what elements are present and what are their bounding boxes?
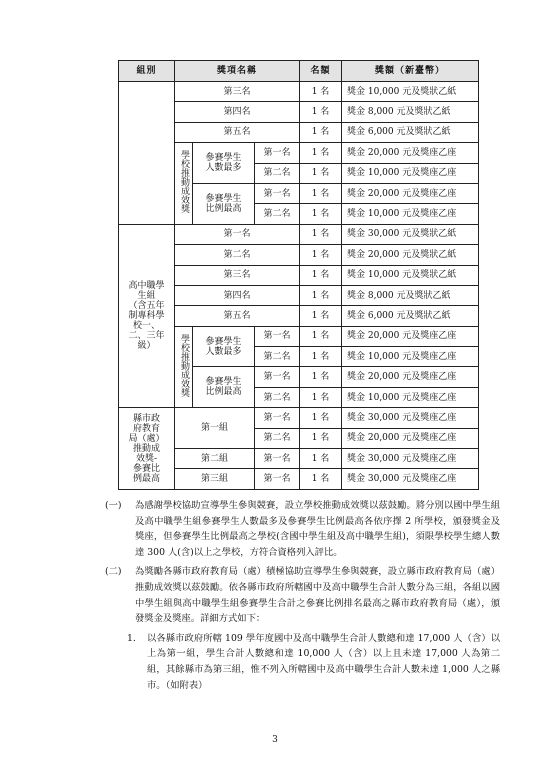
- rank: 第一名: [255, 326, 300, 346]
- criterion-highest-ratio: 參賽學生 比例最高: [193, 183, 255, 224]
- prize: 獎金 10,000 元及獎狀乙紙: [342, 265, 479, 285]
- prize: 獎金 30,000 元及獎座乙座: [342, 469, 479, 489]
- quota: 1 名: [300, 285, 342, 305]
- page-number: 3: [272, 735, 278, 745]
- quota: 1 名: [300, 428, 342, 448]
- prize: 獎金 10,000 元及獎座乙座: [342, 204, 479, 224]
- rank: 第二名: [255, 387, 300, 407]
- prize: 獎金 30,000 元及獎座乙座: [342, 408, 479, 428]
- prize: 獎金 10,000 元及獎狀乙紙: [342, 82, 479, 102]
- group3-label: 縣市政 府教育 局（處） 推動成 效獎- 參賽比 例最高: [119, 408, 175, 490]
- award-name: 第五名: [175, 122, 300, 142]
- quota: 1 名: [300, 326, 342, 346]
- prize: 獎金 6,000 元及獎狀乙紙: [342, 306, 479, 326]
- table-header-row: [119, 61, 479, 82]
- rank: 第一名: [255, 469, 300, 489]
- promo-award-label: 學校推動成效獎: [175, 143, 193, 225]
- award-name: 第三名: [175, 82, 300, 102]
- note-text: 為獎勵各縣市政府教育局（處）積極協助宣導學生參與競賽，設立縣市政府教育局（處）推動成效獎以茲鼓勵。依各縣市政府所轄國中及高中職學生合計人數分為三組，各組以國中學生組與高中職學生組參賽學生合計之參賽比例排名最高之縣市政府教育局（處），頒發獎金及獎座。詳細方式如下：: [135, 566, 500, 625]
- prize: 獎金 20,000 元及獎座乙座: [342, 183, 479, 203]
- criterion-highest-ratio: 參賽學生 比例最高: [193, 367, 255, 408]
- quota: 1 名: [300, 408, 342, 428]
- quota: 1 名: [300, 449, 342, 469]
- prize: 獎金 30,000 元及獎狀乙紙: [342, 224, 479, 244]
- group2-label: 高中職學 生組 （含五年 制專科學 校一、 二、三年 級）: [119, 224, 175, 408]
- quota: 1 名: [300, 347, 342, 367]
- table-row: [119, 224, 479, 244]
- criterion-most-students: 參賽學生 人數最多: [193, 143, 255, 184]
- note-paragraph-2: [105, 564, 500, 626]
- prize: 獎金 8,000 元及獎狀乙紙: [342, 102, 479, 122]
- prize: 獎金 10,000 元及獎座乙座: [342, 347, 479, 367]
- group1-cell: [119, 82, 175, 225]
- header-prize: 獎額（新臺幣）: [342, 61, 479, 82]
- header-award-name: 獎項名稱: [175, 61, 300, 82]
- header-quota: 名額: [300, 61, 342, 82]
- prize: 獎金 20,000 元及獎狀乙紙: [342, 245, 479, 265]
- subgroup-1: 第一組: [175, 408, 255, 449]
- promo-award-label: 學校推動成效獎: [175, 326, 193, 408]
- quota: 1 名: [300, 122, 342, 142]
- quota: 1 名: [300, 204, 342, 224]
- awards-table: [118, 60, 479, 490]
- subgroup-2: 第二組: [175, 449, 255, 469]
- table-row: [119, 408, 479, 428]
- subitem-number: 1.: [127, 632, 136, 644]
- award-name: 第二名: [175, 245, 300, 265]
- quota: 1 名: [300, 163, 342, 183]
- subitem-text: 以各縣市政府所轄 109 學年度國中及高中職學生合計人數總和達 17,000 人（含）以上為第一組，學生合計人數總和達 10,000 人（含）以上且未達 17,000 人為第二組，其餘縣市為第三組，惟不列入所轄國中及高中職學生合計人數未達 1,000 人之縣市。（如附表）: [147, 632, 500, 691]
- award-name: 第一名: [175, 224, 300, 244]
- prize: 獎金 20,000 元及獎座乙座: [342, 367, 479, 387]
- award-name: 第三名: [175, 265, 300, 285]
- table-row: [119, 82, 479, 102]
- award-name: 第四名: [175, 102, 300, 122]
- subgroup-3: 第三組: [175, 469, 255, 489]
- note-subitem-1: [105, 631, 500, 693]
- prize: 獎金 10,000 元及獎座乙座: [342, 387, 479, 407]
- quota: 1 名: [300, 82, 342, 102]
- quota: 1 名: [300, 367, 342, 387]
- note-number: (二): [105, 566, 122, 578]
- quota: 1 名: [300, 102, 342, 122]
- rank: 第二名: [255, 163, 300, 183]
- award-name: 第四名: [175, 285, 300, 305]
- rank: 第一名: [255, 408, 300, 428]
- rank: 第二名: [255, 204, 300, 224]
- prize: 獎金 8,000 元及獎狀乙紙: [342, 285, 479, 305]
- rank: 第一名: [255, 143, 300, 163]
- note-number: (一): [105, 500, 122, 511]
- quota: 1 名: [300, 306, 342, 326]
- prize: 獎金 10,000 元及獎座乙座: [342, 163, 479, 183]
- rank: 第二名: [255, 428, 300, 448]
- award-name: 第五名: [175, 306, 300, 326]
- quota: 1 名: [300, 387, 342, 407]
- quota: 1 名: [300, 224, 342, 244]
- note-paragraph-1: [105, 498, 500, 560]
- criterion-most-students: 參賽學生 人數最多: [193, 326, 255, 367]
- prize: 獎金 20,000 元及獎座乙座: [342, 428, 479, 448]
- rank: 第一名: [255, 183, 300, 203]
- quota: 1 名: [300, 469, 342, 489]
- prize: 獎金 20,000 元及獎座乙座: [342, 143, 479, 163]
- rank: 第一名: [255, 367, 300, 387]
- rank: 第一名: [255, 449, 300, 469]
- quota: 1 名: [300, 183, 342, 203]
- prize: 獎金 6,000 元及獎狀乙紙: [342, 122, 479, 142]
- notes-section: [105, 498, 500, 693]
- prize: 獎金 30,000 元及獎座乙座: [342, 449, 479, 469]
- prize: 獎金 20,000 元及獎座乙座: [342, 326, 479, 346]
- quota: 1 名: [300, 245, 342, 265]
- quota: 1 名: [300, 265, 342, 285]
- quota: 1 名: [300, 143, 342, 163]
- rank: 第二名: [255, 347, 300, 367]
- header-group: 組別: [119, 61, 175, 82]
- note-text: 為感謝學校協助宣導學生參與競賽，設立學校推動成效獎以茲鼓勵。將分別以國中學生組及高中職學生組參賽學生人數最多及參賽學生比例最高各依序擇 2 所學校，頒發獎金及獎座，但參賽學生比例最高之學校(含國中學生組及高中職學生組)，須限學校學生總人數達 300 人(含)以上之學校，方符合資格列入評比。: [135, 500, 500, 558]
